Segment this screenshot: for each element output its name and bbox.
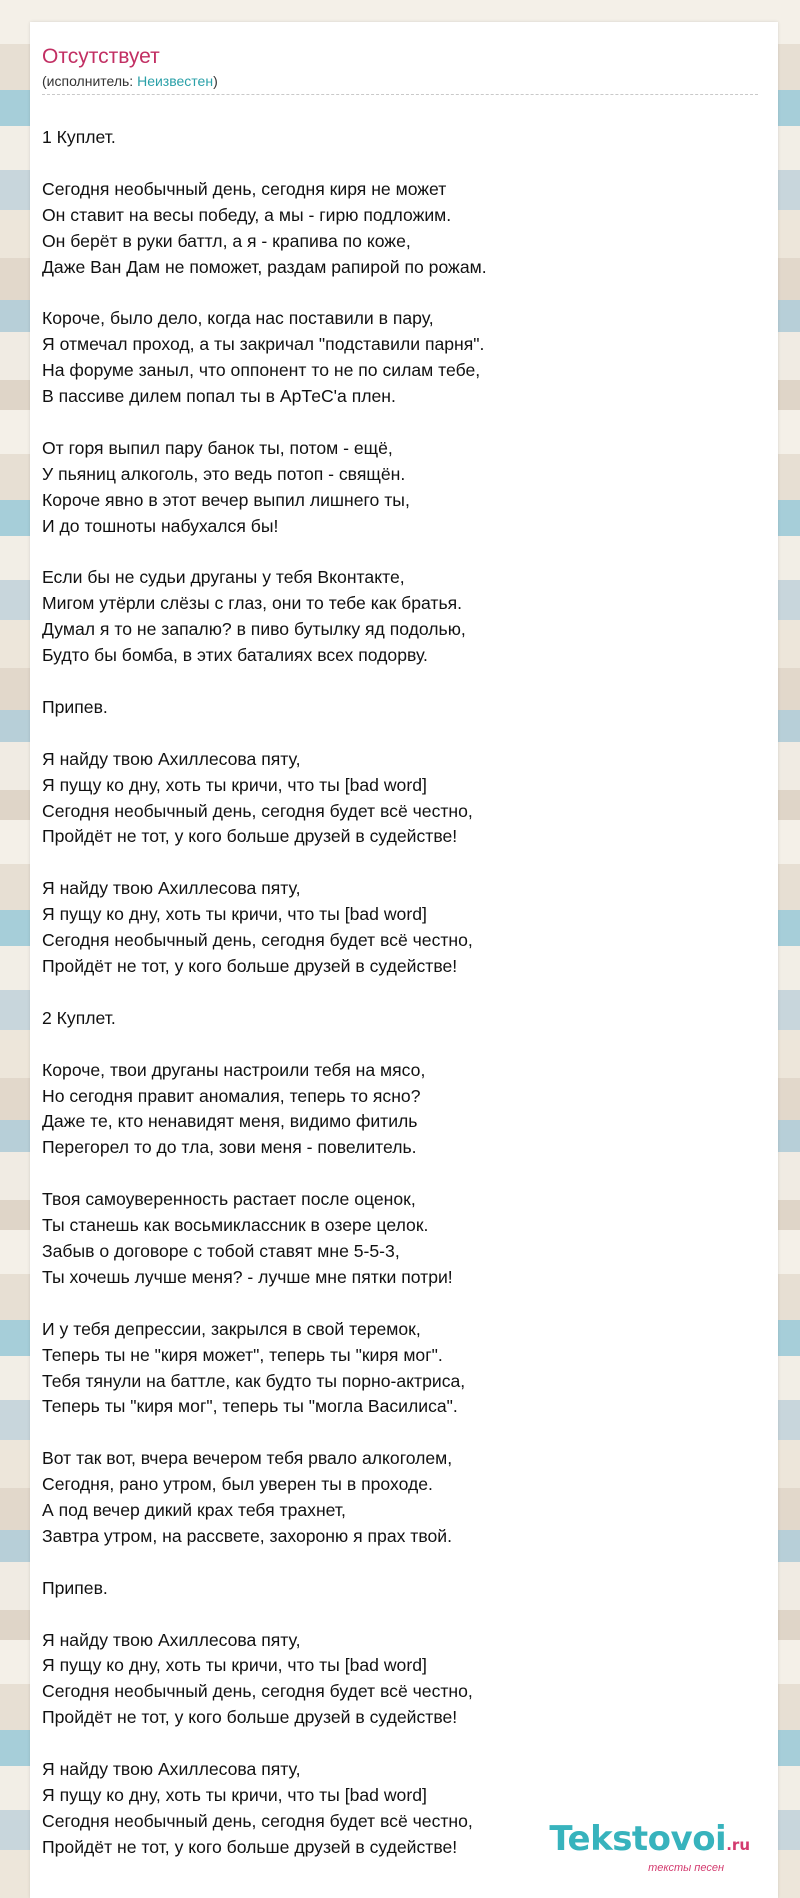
performer-suffix: ) bbox=[213, 73, 218, 89]
lyrics-text: 1 Куплет. Сегодня необычный день, сегодня киря не может Он ставит на весы победу, а мы - гирю подложим. Он берёт в руки баттл, а я - крапива по коже, Даже Ван Дам не поможет, раздам рапирой по рожам. Короче, было дело, когда нас поставили в пару, Я отмечал проход, а ты закричал "подставили парня". На форуме заныл, что оппонент то не по силам тебе, В пассиве дилем попал ты в АрТеС'а плен. От горя выпил пару банок ты, потом - ещё, У пьяниц алкоголь, это ведь потоп - свящён. Короче явно в этот вечер выпил лишнего ты, И до тошноты набухался бы! Если бы не судьи друганы у тебя Вконтакте, Мигом утёрли слёзы с глаз, они то тебе как братья. Думал я то не запалю? в пиво бутылку яд подолью, Будто бы бомба, в этих баталиях всех подорву. Припев. Я найду твою Ахиллесова пяту, Я пущу ко дну, хоть ты кричи, что ты [bad word] Сегодня необычный день, сегодня будет всё честно, Пройдёт не тот, у кого больше друзей в судействе! Я найду твою Ахиллесова пяту, Я пущу ко дну, хоть ты кричи, что ты [bad word] Сегодня необычный день, сегодня будет всё честно, Пройдёт не тот, у кого больше друзей в судействе! 2 Куплет. Короче, твои друганы настроили тебя на мясо, Но сегодня правит аномалия, теперь то ясно? Даже те, кто ненавидят меня, видимо фитиль Перегорел то до тла, зови меня - повелитель. Твоя самоуверенность растает после оценок, Ты станешь как восьмиклассник в озере целок. Забыв о договоре с тобой ставят мне 5-5-3, Ты хочешь лучше меня? - лучше мне пятки потри! И у тебя депрессии, закрылся в свой теремок, Теперь ты не "киря может", теперь ты "киря мог". Тебя тянули на баттле, как будто ты порно-актриса, Теперь ты "киря мог", теперь ты "могла Василиса". Вот так вот, вчера вечером тебя рвало алкоголем, Сегодня, рано утром, был уверен ты в проходе. А под вечер дикий крах тебя трахнет, Завтра утром, на рассвете, захороню я прах твой. Припев. Я найду твою Ахиллесова пяту, Я пущу ко дну, хоть ты кричи, что ты [bad word] Сегодня необычный день, сегодня будет всё честно, Пройдёт не тот, у кого больше друзей в судействе! Я найду твою Ахиллесова пяту, Я пущу ко дну, хоть ты кричи, что ты [bad word] Сегодня необычный день, сегодня будет всё честно, Пройдёт не тот, у кого больше друзей в судействе! bbox=[42, 127, 487, 1857]
logo-tld: .ru bbox=[726, 1836, 750, 1854]
logo-tagline: тексты песен bbox=[648, 1862, 724, 1874]
lyrics-card bbox=[30, 22, 778, 1898]
song-title: Отсутствует bbox=[42, 45, 160, 68]
performer-link[interactable]: Неизвестен bbox=[137, 73, 214, 89]
performer-line bbox=[42, 72, 758, 90]
song-header bbox=[42, 44, 758, 95]
performer-prefix: (исполнитель: bbox=[42, 73, 138, 89]
logo-name: Tekstovoi bbox=[549, 1819, 727, 1859]
logo-wordmark bbox=[549, 1819, 750, 1862]
site-logo[interactable] bbox=[549, 1819, 750, 1874]
